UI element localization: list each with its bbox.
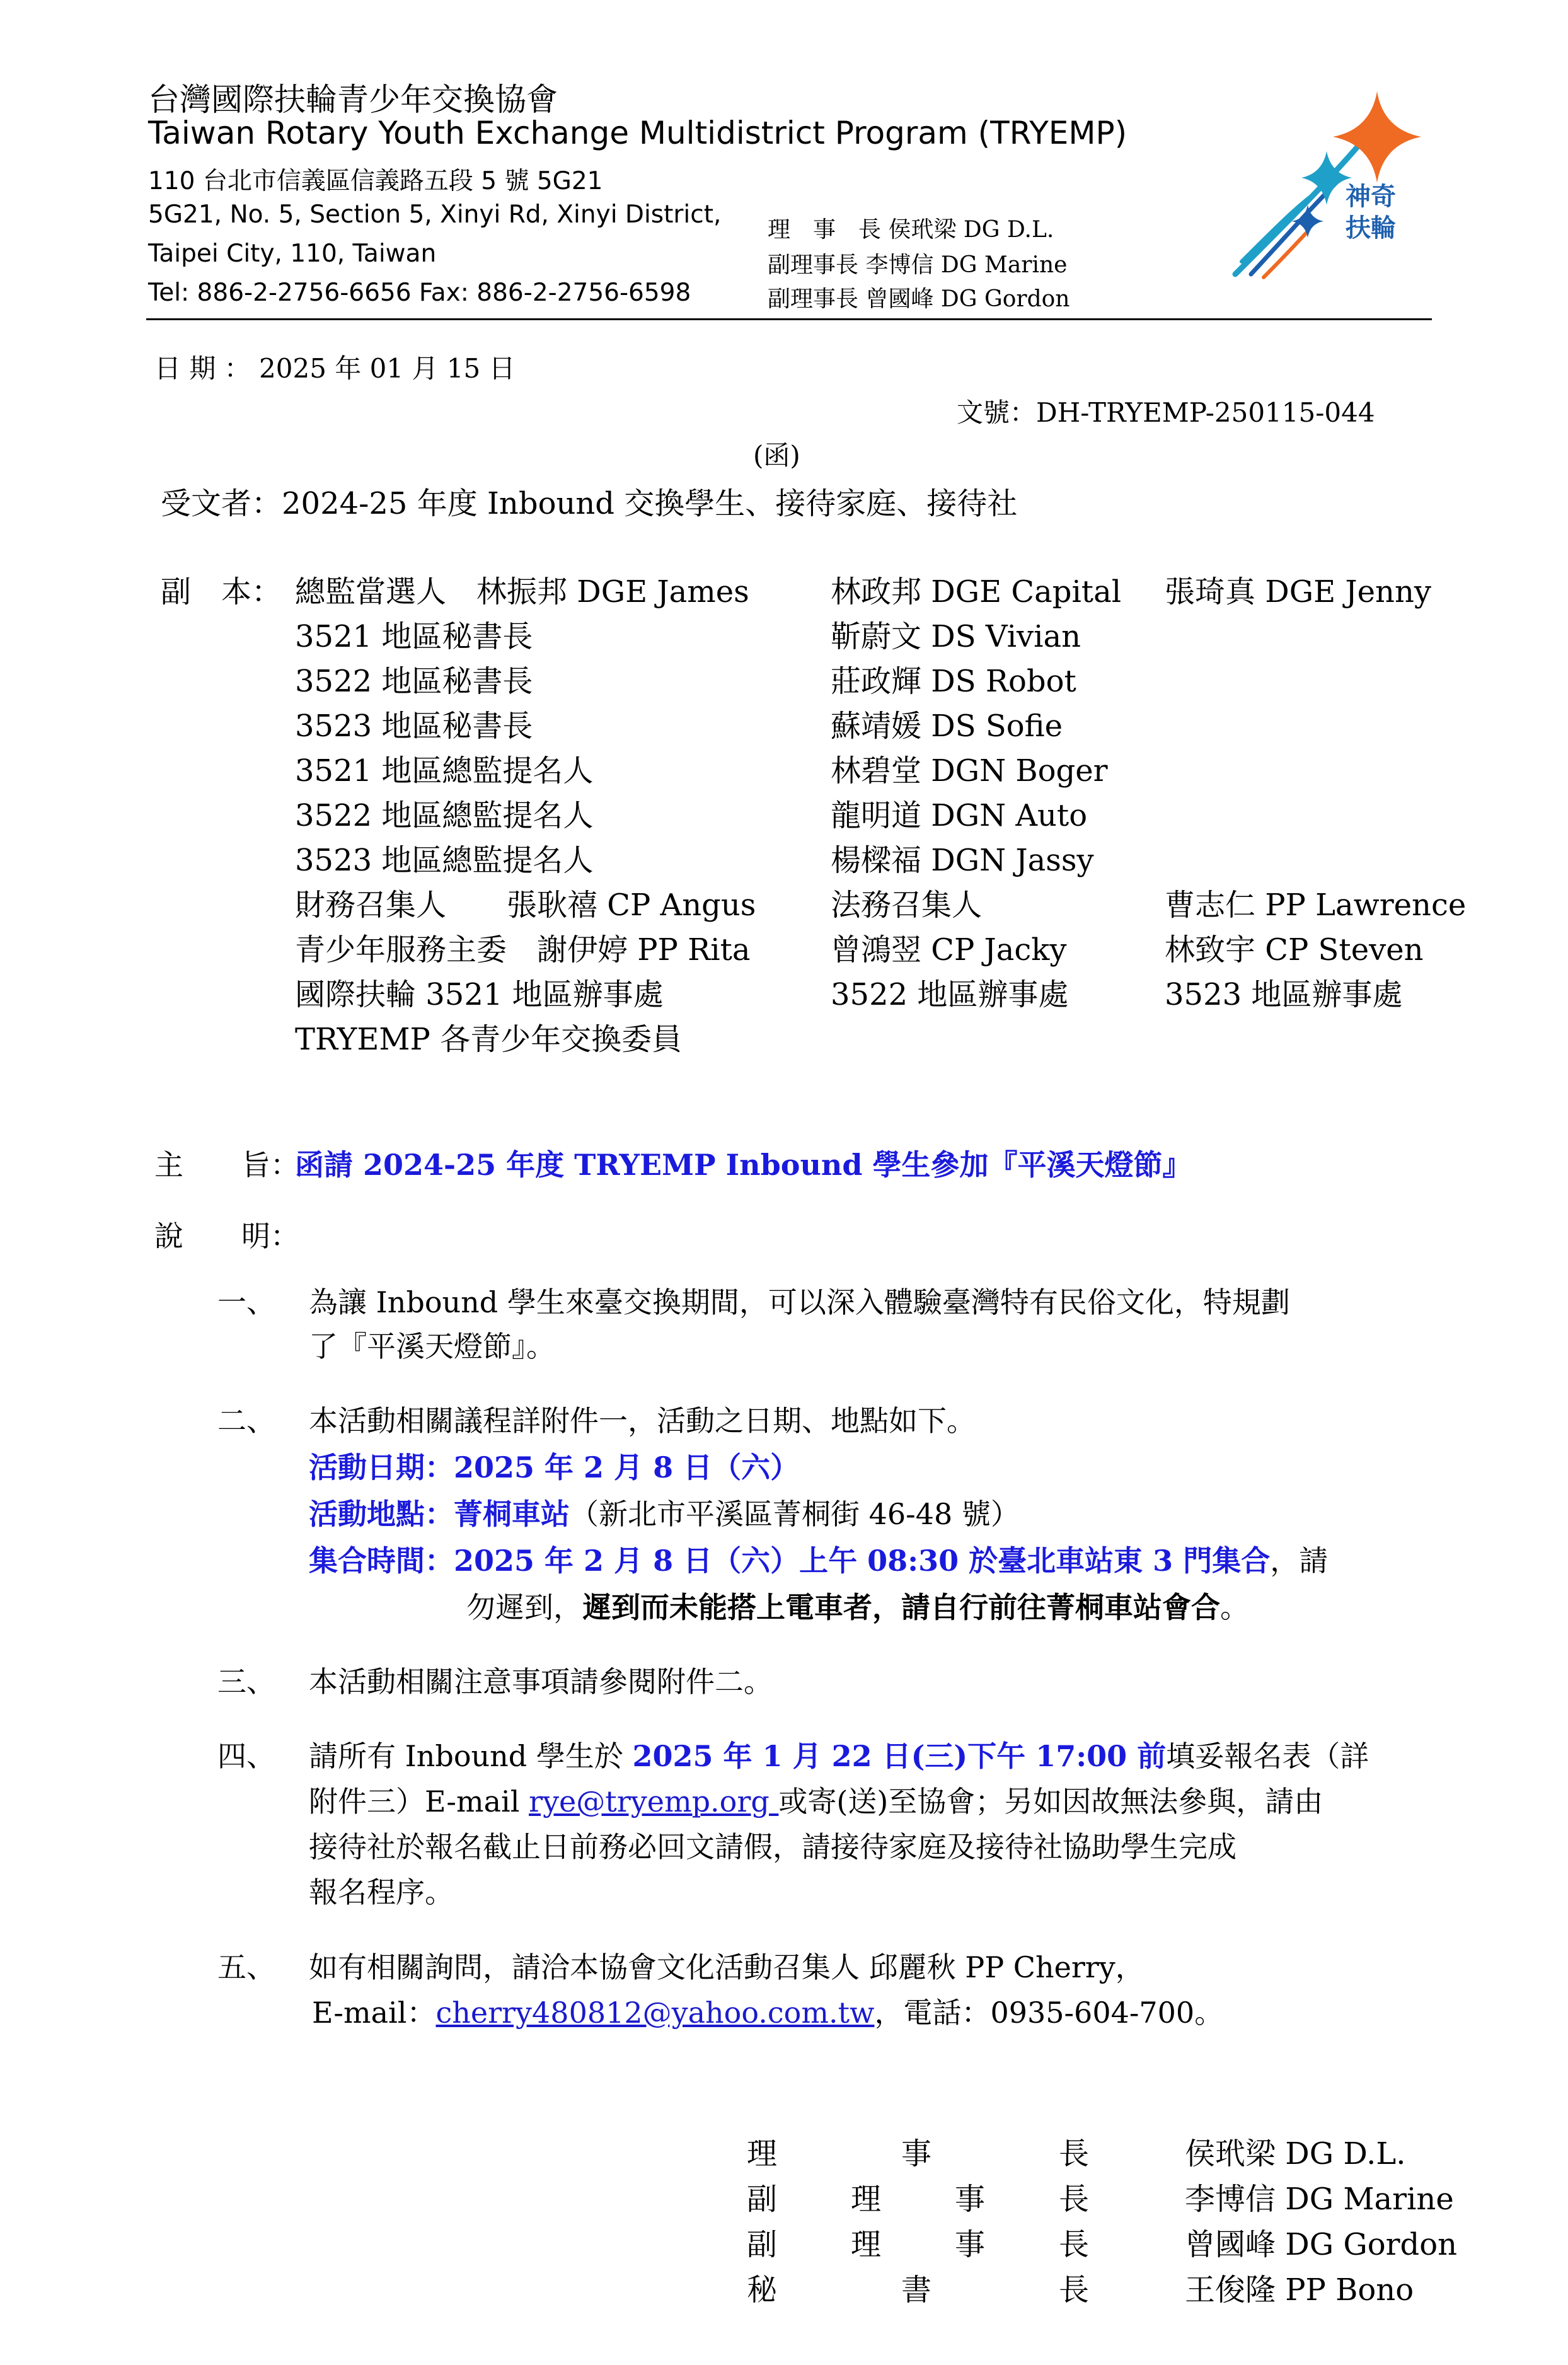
sig-title-char: 副: [747, 2227, 778, 2262]
cc-entry: 3521 地區秘書長: [295, 619, 533, 654]
cc-entry: 總監當選人 林振邦 DGE James: [295, 574, 749, 610]
late-notice-pre: 勿遲到，: [466, 1590, 582, 1624]
officer-president: 理 事 長 侯玳梁 DG D.L.: [768, 217, 1054, 243]
cc-entry: 林碧堂 DGN Boger: [831, 753, 1108, 789]
sig-title-char: 理: [851, 2182, 882, 2217]
header-divider: [146, 318, 1432, 320]
item-four-line1: [309, 1733, 1369, 1775]
cc-entry: 楊樑福 DGN Jassy: [831, 843, 1094, 878]
item-five-line2-pre: E-mail：: [312, 1996, 436, 2030]
late-notice-bold: 遲到而未能搭上電車者，請自行前往菁桐車站會合: [582, 1590, 1220, 1624]
item-number: 一、: [217, 1285, 275, 1319]
registration-deadline: 2025 年 1 月 22 日(三)下午 17:00 前: [632, 1739, 1167, 1773]
officer-vice-president-1: 副理事長 李博信 DG Marine: [768, 252, 1068, 278]
item-four-line2-pre: 附件三）E-mail: [309, 1784, 529, 1819]
item-number: 五、: [217, 1950, 275, 1984]
cherry-email-link[interactable]: cherry480812@yahoo.com.tw: [435, 1996, 875, 2030]
logo-text-line2: 扶輪: [1346, 214, 1396, 243]
item-one-line2: 了『平溪天燈節』。: [309, 1329, 555, 1363]
sig-title-char: 事: [955, 2227, 986, 2262]
sig-name: 曾國峰 DG Gordon: [1185, 2227, 1458, 2262]
item-four-line2: [309, 1779, 1323, 1820]
item-number: 二、: [217, 1404, 275, 1438]
cc-entry: 3523 地區總監提名人: [295, 843, 594, 878]
sig-title-char: 事: [955, 2182, 986, 2217]
sig-title-char: 秘: [747, 2272, 778, 2308]
cc-entry: 龍明道 DGN Auto: [831, 798, 1088, 833]
cc-entry: 青少年服務主委 謝伊婷 PP Rita: [295, 932, 751, 968]
item-four-line3: 接待社於報名截止日前務必回文請假，請接待家庭及接待社協助學生完成: [309, 1830, 1237, 1864]
item-five-line1: 如有相關詢問，請洽本協會文化活動召集人 邱麗秋 PP Cherry，: [309, 1950, 1144, 1984]
org-name-zh: 台灣國際扶輪青少年交換協會: [148, 81, 558, 118]
cc-entry: 蘇靖媛 DS Sofie: [831, 708, 1063, 744]
org-name-en: Taiwan Rotary Youth Exchange Multidistrict Program (TRYEMP): [148, 115, 1127, 151]
meeting-time-rest: ，請: [1270, 1544, 1329, 1578]
item-two-line1: 本活動相關議程詳附件一，活動之日期、地點如下。: [309, 1404, 976, 1438]
cc-entry: 3522 地區總監提名人: [295, 798, 594, 833]
item-number: 四、: [217, 1739, 275, 1773]
address-zh: 110 台北市信義區信義路五段 5 號 5G21: [148, 167, 603, 195]
subject-text: 函請 2024-25 年度 TRYEMP Inbound 學生參加『平溪天燈節』: [295, 1148, 1192, 1182]
doc-date: 日 期 ： 2025 年 01 月 15 日: [154, 353, 516, 384]
meeting-time-bold: 集合時間：2025 年 2 月 8 日（六）上午 08:30 於臺北車站東 3 門集合: [309, 1544, 1271, 1578]
cc-entry: 3521 地區總監提名人: [295, 753, 594, 789]
item-three-line1: 本活動相關注意事項請參閱附件二。: [309, 1665, 773, 1699]
cc-entry: 張琦真 DGE Jenny: [1165, 574, 1431, 610]
address-en-line2: Taipei City, 110, Taiwan: [148, 240, 437, 268]
sig-title-char: 長: [1059, 2272, 1090, 2308]
sig-title-char: 副: [747, 2182, 778, 2217]
late-notice-end: 。: [1220, 1590, 1249, 1624]
shooting-stars-icon: [1229, 85, 1431, 280]
cc-entry: 靳蔚文 DS Vivian: [831, 619, 1081, 654]
cc-entry: 3522 地區秘書長: [295, 664, 533, 699]
cc-entry: 3523 地區秘書長: [295, 708, 533, 744]
sig-name: 侯玳梁 DG D.L.: [1185, 2136, 1406, 2171]
item-five-line2: [312, 1990, 1223, 2032]
cc-entry: 財務召集人 張耿禧 CP Angus: [295, 888, 756, 923]
sig-title-char: 理: [747, 2136, 778, 2171]
item-four-line2-post: 或寄(送)至協會；另如因故無法參與，請由: [778, 1784, 1323, 1819]
item-four-line4: 報名程序。: [309, 1875, 454, 1909]
rye-email-link[interactable]: rye@tryemp.org: [529, 1784, 779, 1819]
cc-entry: 林政邦 DGE Capital: [831, 574, 1122, 610]
cc-entry: 法務召集人: [831, 888, 983, 923]
event-place: [309, 1491, 1020, 1533]
event-date: 活動日期：2025 年 2 月 8 日（六）: [309, 1450, 800, 1484]
late-notice: [466, 1585, 1249, 1626]
item-four-line1-pre: 請所有 Inbound 學生於: [309, 1739, 633, 1773]
cc-entry: 曾鴻翌 CP Jacky: [831, 932, 1067, 968]
cc-entry: TRYEMP 各青少年交換委員: [295, 1022, 683, 1057]
recipients: 受文者：2024-25 年度 Inbound 交換學生、接待家庭、接待社: [161, 486, 1018, 521]
sig-title-char: 書: [901, 2272, 932, 2308]
item-four-line1-post: 填妥報名表（詳: [1166, 1739, 1369, 1773]
address-en-line1: 5G21, No. 5, Section 5, Xinyi Rd, Xinyi District,: [148, 200, 722, 229]
explanation-label: 說 明：: [154, 1219, 299, 1253]
item-five-line2-post: ，電話：0935-604-700。: [874, 1996, 1224, 2030]
doc-type: (函): [753, 440, 800, 471]
meeting-time: [309, 1538, 1328, 1580]
sig-name: 李博信 DG Marine: [1185, 2182, 1454, 2217]
logo-text-line1: 神奇: [1346, 182, 1396, 211]
sig-title-char: 理: [851, 2227, 882, 2262]
event-place-label: 活動地點：菁桐車站: [309, 1497, 570, 1531]
doc-ref-no: 文號：DH-TRYEMP-250115-044: [957, 397, 1375, 428]
subject-label: 主 旨：: [154, 1148, 299, 1182]
item-one-line1: 為讓 Inbound 學生來臺交換期間，可以深入體驗臺灣特有民俗文化，特規劃: [309, 1285, 1290, 1319]
cc-entry: 林致宇 CP Steven: [1165, 932, 1424, 968]
item-number: 三、: [217, 1665, 275, 1699]
cc-entry: 3523 地區辦事處: [1165, 977, 1403, 1012]
sig-title-char: 長: [1059, 2182, 1090, 2217]
event-place-address: （新北市平溪區菁桐街 46-48 號）: [570, 1497, 1020, 1531]
tel-fax: Tel: 886-2-2756-6656 Fax: 886-2-2756-6598: [148, 279, 691, 307]
sig-title-char: 事: [901, 2136, 932, 2171]
tryemp-logo: [1229, 85, 1431, 280]
cc-entry: 國際扶輪 3521 地區辦事處: [295, 977, 664, 1012]
sig-title-char: 長: [1059, 2227, 1090, 2262]
cc-label: 副 本：: [161, 574, 282, 610]
sig-title-char: 長: [1059, 2136, 1090, 2171]
sig-name: 王俊隆 PP Bono: [1185, 2272, 1414, 2308]
cc-entry: 3522 地區辦事處: [831, 977, 1069, 1012]
cc-entry: 莊政輝 DS Robot: [831, 664, 1076, 699]
cc-entry: 曹志仁 PP Lawrence: [1165, 888, 1467, 923]
officer-vice-president-2: 副理事長 曾國峰 DG Gordon: [768, 286, 1070, 312]
